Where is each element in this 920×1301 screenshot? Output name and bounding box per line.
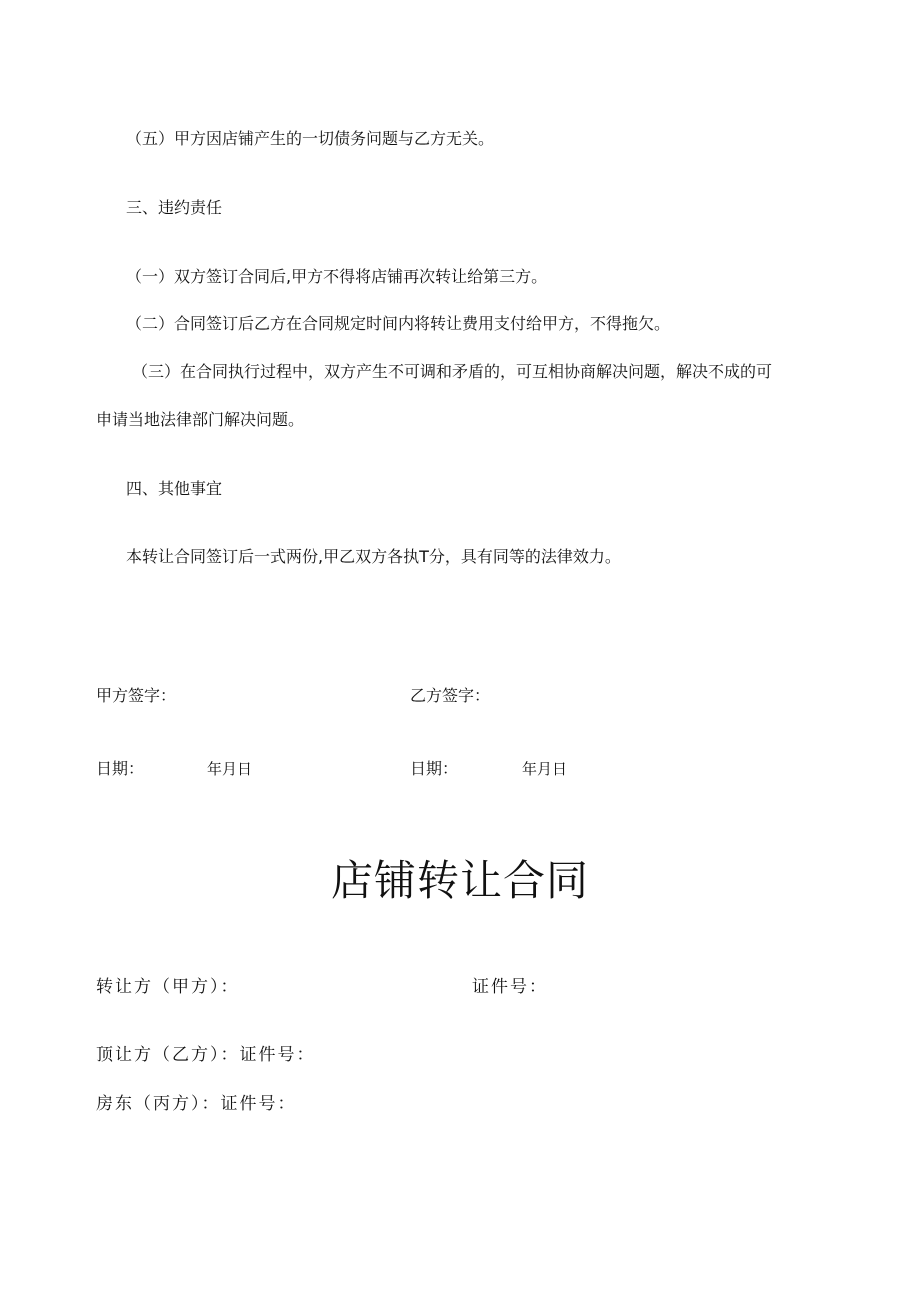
section-4-heading: 四、其他事宜 xyxy=(126,479,223,498)
party-b-signature-label: 乙方签字： xyxy=(410,686,491,705)
section-3-heading: 三、违约责任 xyxy=(126,198,223,217)
section-3-item-1: （一）双方签订合同后,甲方不得将店铺再次转让给第三方。 xyxy=(126,267,548,286)
section-3-item-2: （二）合同签订后乙方在合同规定时间内将转让费用支付给甲方，不得拖欠。 xyxy=(126,314,671,333)
section-3-item-3-line-2: 申请当地法律部门解决问题。 xyxy=(96,410,305,429)
party-a-signature-label: 甲方签字： xyxy=(96,686,177,705)
party-b-date-label: 日期： xyxy=(410,759,459,778)
transferee-label: 顶让方（乙方）：证件号： xyxy=(96,1045,316,1065)
party-b-date-value: 年月日 xyxy=(522,760,568,778)
party-a-date-value: 年月日 xyxy=(207,760,253,778)
contract-title: 店铺转让合同 xyxy=(330,856,589,905)
section-3-item-3-line-1: （三）在合同执行过程中，双方产生不可调和矛盾的，可互相协商解决问题，解决不成的可 xyxy=(132,362,773,381)
item-5: （五）甲方因店铺产生的一切债务问题与乙方无关。 xyxy=(126,129,495,148)
landlord-label: 房东（丙方）：证件号： xyxy=(96,1094,297,1114)
transferor-label: 转让方（甲方）： xyxy=(96,977,240,997)
party-a-date-label: 日期： xyxy=(96,759,145,778)
transferor-id-label: 证件号： xyxy=(472,977,548,997)
section-4-body: 本转让合同签订后一式两份,甲乙双方各执T分，具有同等的法律效力。 xyxy=(126,547,621,566)
